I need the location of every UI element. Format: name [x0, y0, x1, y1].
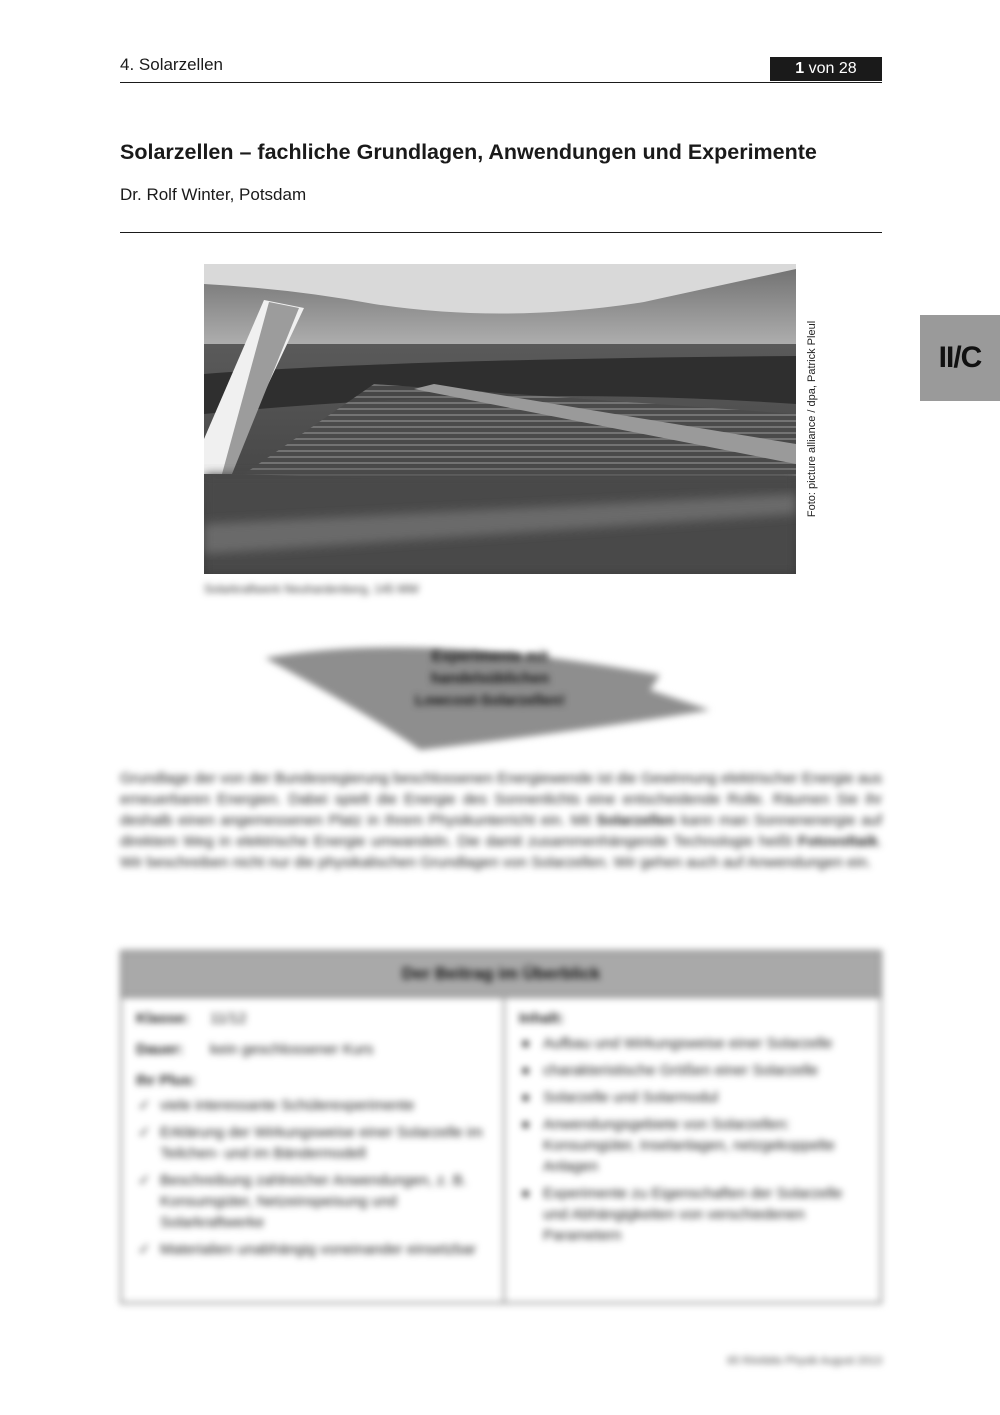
inhalt-heading: Inhalt:: [519, 1010, 564, 1027]
page-total: von 28: [808, 60, 857, 77]
list-item: ● Aufbau und Wirkungsweise einer Solarzelle: [521, 1035, 833, 1052]
check-icon: ✓: [138, 1124, 151, 1141]
title-divider: [120, 232, 882, 233]
banner-line: handelsüblichen: [430, 670, 550, 687]
bullet-icon: ●: [521, 1089, 531, 1106]
overview-title: Der Beitrag im Überblick: [122, 952, 880, 998]
intro-term-fotovoltaik: Fotovoltaik: [797, 833, 878, 850]
overview-left-column: [122, 998, 505, 1304]
list-item: ✓ viele interessante Schülerexperimente: [138, 1097, 415, 1114]
banner-line: Experimente mit: [431, 648, 549, 665]
check-icon: ✓: [138, 1097, 151, 1114]
banner-line: Lowcost-Solarzellen!: [414, 692, 566, 709]
list-item: ● charakteristische Größen einer Solarzelle: [521, 1062, 819, 1079]
aerial-photo-illustration: [204, 264, 796, 574]
dauer-label: Dauer:: [136, 1041, 184, 1058]
bullet-icon: ●: [521, 1035, 531, 1052]
plus-list: [136, 1095, 489, 1260]
running-header: [120, 52, 882, 83]
page-footer: 65 RAAbits Physik August 2013: [727, 1355, 882, 1367]
list-item: ✓ Erklärung der Wirkungsweise einer Solarzelle im Teilchen- und im Bändermodell: [138, 1124, 483, 1162]
section-title: 4. Solarzellen: [120, 55, 224, 74]
intro-text: . Wir beschreiben nicht nur die physikalischen Grundlagen von Solarzellen. Wir gehen auch auf Anwendungen ein.: [120, 833, 882, 871]
document-title: Solarzellen – fachliche Grundlagen, Anwendungen und Experimente: [120, 140, 817, 164]
list-item: ✓ Materialien unabhängig voneinander einsetzbar: [138, 1241, 477, 1258]
bullet-icon: ●: [521, 1185, 531, 1202]
klasse-label: Klasse:: [136, 1010, 190, 1027]
dauer-value: kein geschlossener Kurs: [210, 1041, 374, 1058]
list-item: ● Experimente zu Eigenschaften der Solarzelle und Abhängigkeiten von verschiedenen Parametern: [521, 1185, 843, 1244]
banner-text: [355, 646, 625, 712]
page-current: 1: [795, 60, 805, 77]
list-item: ● Anwendungsgebiete von Solarzellen: Konsumgüter, Inselanlagen, netzgekoppelte Anlagen: [521, 1116, 835, 1175]
intro-text: Grundlage der von der Bundesregierung beschlossenen Energiewende ist die Gewinnung elektrischer Energie aus erneuerbaren Energien. Dabei spielt die Energie des Sonnenlichts eine entscheidende Rolle. Räumen Sie ihr deshalb einen angemessenen Platz in Ihrem Physikunterricht ein. Mit: [120, 770, 882, 829]
dauer-row: [136, 1039, 489, 1060]
photo-credit: Foto: picture alliance / dpa, Patrick Pleul: [806, 320, 818, 518]
bullet-icon: ●: [521, 1116, 531, 1133]
list-item: ● Solarzelle und Solarmodul: [521, 1089, 719, 1106]
photo-caption: Solarkraftwerk Neuhardenberg, 145 MW: [204, 582, 419, 596]
page-indicator: [770, 57, 882, 81]
check-icon: ✓: [138, 1172, 151, 1189]
klasse-value: 11/12: [210, 1010, 247, 1027]
check-icon: ✓: [138, 1241, 151, 1258]
klasse-row: [136, 1008, 489, 1029]
bullet-icon: ●: [521, 1062, 531, 1079]
intro-term-solarzellen: Solarzellen: [596, 812, 676, 829]
plus-heading: Ihr Plus:: [136, 1072, 197, 1089]
list-item: ✓ Beschreibung zahlreicher Anwendungen, z. B. Konsumgüter, Netzeinspeisung und Solarkraftwerke: [138, 1172, 467, 1231]
overview-right-column: [505, 998, 880, 1304]
intro-paragraph: [120, 768, 882, 873]
intro-text: kann man Sonnenenergie auf direktem Weg in elektrische Energie umwandeln. Die damit zusammenhängende Technologie heißt: [120, 812, 882, 850]
author-line: Dr. Rolf Winter, Potsdam: [120, 185, 307, 204]
inhalt-list: [519, 1033, 866, 1246]
overview-box: [120, 950, 882, 1304]
chapter-tab: II/C: [920, 315, 1000, 401]
aerial-photo: [204, 264, 796, 574]
